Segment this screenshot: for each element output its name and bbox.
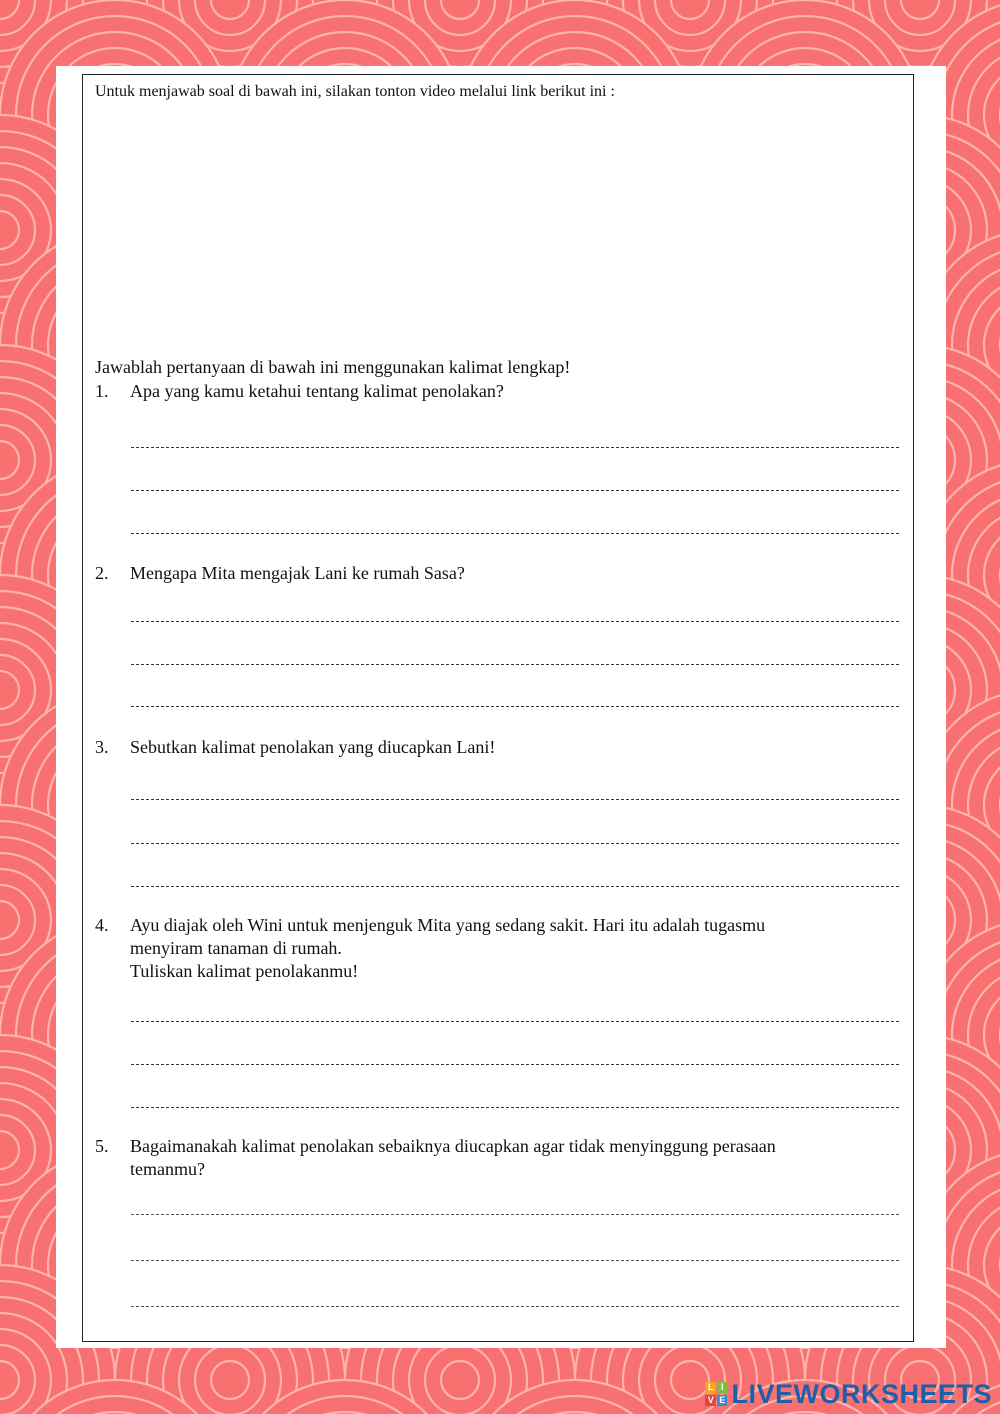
logo-letter: L [705, 1382, 716, 1394]
worksheet-page [56, 66, 946, 1348]
question-text-line: temanmu? [130, 1159, 205, 1179]
answer-line[interactable] [131, 664, 899, 665]
question-number: 3. [95, 737, 109, 757]
logo-letter: V [705, 1395, 716, 1407]
brand-name: LIVEWORKSHEETS [731, 1378, 992, 1409]
answer-line[interactable] [131, 1021, 899, 1022]
question-text: Apa yang kamu ketahui tentang kalimat penolakan? [130, 381, 504, 401]
answer-line[interactable] [131, 706, 899, 707]
answer-line[interactable] [131, 1064, 899, 1065]
question-text [130, 1135, 890, 1181]
answer-line[interactable] [131, 447, 899, 448]
answer-line[interactable] [131, 533, 899, 534]
answer-line[interactable] [131, 843, 899, 844]
answer-line[interactable] [131, 799, 899, 800]
question-text-line: Tuliskan kalimat penolakanmu! [130, 961, 359, 981]
question-text: Sebutkan kalimat penolakan yang diucapkan Lani! [130, 737, 496, 757]
video-instruction: Untuk menjawab soal di bawah ini, silakan tonton video melalui link berikut ini : [95, 83, 615, 100]
answer-line[interactable] [131, 621, 899, 622]
question-number: 5. [95, 1136, 109, 1156]
question-number: 1. [95, 381, 109, 401]
answer-line[interactable] [131, 1214, 899, 1215]
question-number: 2. [95, 563, 109, 583]
liveworksheets-logo-icon [705, 1382, 727, 1406]
question-text-line: Bagaimanakah kalimat penolakan sebaiknya diucapkan agar tidak menyinggung perasaan [130, 1136, 776, 1156]
answer-line[interactable] [131, 1306, 899, 1307]
logo-letter: E [717, 1395, 728, 1407]
question-text-line: menyiram tanaman di rumah. [130, 938, 342, 958]
answer-instruction: Jawablah pertanyaan di bawah ini menggunakan kalimat lengkap! [95, 357, 571, 377]
liveworksheets-brand[interactable] [705, 1378, 992, 1410]
question-text-line: Ayu diajak oleh Wini untuk menjenguk Mita yang sedang sakit. Hari itu adalah tugasmu [130, 915, 766, 935]
answer-line[interactable] [131, 1260, 899, 1261]
worksheet-frame [82, 74, 914, 1342]
answer-line[interactable] [131, 1107, 899, 1108]
question-text: Mengapa Mita mengajak Lani ke rumah Sasa? [130, 563, 465, 583]
answer-line[interactable] [131, 886, 899, 887]
logo-letter: I [717, 1382, 728, 1394]
question-number: 4. [95, 915, 109, 935]
question-text [130, 914, 890, 983]
answer-line[interactable] [131, 490, 899, 491]
